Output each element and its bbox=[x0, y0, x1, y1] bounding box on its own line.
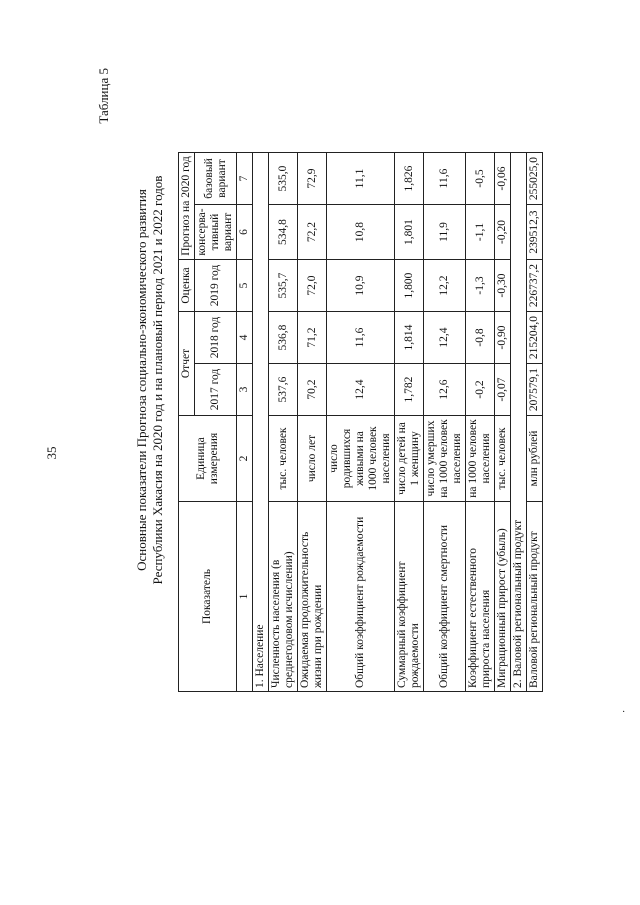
value-cell: 70,2 bbox=[298, 364, 327, 416]
value-cell: 226737,2 bbox=[527, 260, 543, 312]
value-cell: 1,826 bbox=[395, 153, 424, 205]
column-index: 5 bbox=[237, 260, 253, 312]
unit-cell: число детей на 1 женщину bbox=[395, 416, 424, 502]
table-row bbox=[327, 153, 395, 692]
value-cell: 207579,1 bbox=[527, 364, 543, 416]
table-row bbox=[395, 153, 424, 692]
value-cell: 11,6 bbox=[327, 312, 395, 364]
value-cell: 72,2 bbox=[298, 205, 327, 260]
value-cell: 10,8 bbox=[327, 205, 395, 260]
value-cell: 535,7 bbox=[269, 260, 298, 312]
value-cell: -0,5 bbox=[466, 153, 495, 205]
value-cell: 1,814 bbox=[395, 312, 424, 364]
unit-cell: число лет bbox=[298, 416, 327, 502]
header-conservative: консерва-тивный вариант bbox=[195, 205, 237, 260]
unit-cell: тыс. человек bbox=[495, 416, 511, 502]
table-row bbox=[527, 153, 543, 692]
indicator-cell: Миграционный прирост (убыль) bbox=[495, 502, 511, 692]
value-cell: 12,6 bbox=[424, 364, 466, 416]
column-index: 6 bbox=[237, 205, 253, 260]
value-cell: -0,8 bbox=[466, 312, 495, 364]
unit-cell: число умерших на 1000 человек населения bbox=[424, 416, 466, 502]
value-cell: -0,06 bbox=[495, 153, 511, 205]
section-title: 2. Валовой региональный продукт bbox=[511, 153, 527, 692]
value-cell: 12,4 bbox=[424, 312, 466, 364]
value-cell: 1,801 bbox=[395, 205, 424, 260]
value-cell: 72,0 bbox=[298, 260, 327, 312]
unit-cell: число родившихся живыми на 1000 человек населения bbox=[327, 416, 395, 502]
header-unit: Единица измерения bbox=[179, 416, 237, 502]
table-body bbox=[253, 153, 543, 692]
value-cell: 537,6 bbox=[269, 364, 298, 416]
header-report: Отчет bbox=[179, 312, 195, 416]
value-cell: 11,9 bbox=[424, 205, 466, 260]
unit-cell: на 1000 человек населения bbox=[466, 416, 495, 502]
header-2017: 2017 год bbox=[195, 364, 237, 416]
indicator-cell: Валовой региональный продукт bbox=[527, 502, 543, 692]
table-label: Таблица 5 bbox=[96, 68, 111, 124]
caption-line-2: Республики Хакасия на 2020 год и на плановый период 2021 и 2022 годов bbox=[150, 175, 165, 585]
value-cell: 534,8 bbox=[269, 205, 298, 260]
column-index: 2 bbox=[237, 416, 253, 502]
value-cell: -1,1 bbox=[466, 205, 495, 260]
table-row bbox=[298, 153, 327, 692]
header-2019: 2019 год bbox=[195, 260, 237, 312]
indicator-cell: Ожидаемая продолжительность жизни при рождении bbox=[298, 502, 327, 692]
section-title: 1. Население bbox=[253, 153, 269, 692]
value-cell: 1,782 bbox=[395, 364, 424, 416]
section-row bbox=[511, 153, 527, 692]
value-cell: 72,9 bbox=[298, 153, 327, 205]
header-indicator: Показатель bbox=[179, 502, 237, 692]
value-cell: 11,1 bbox=[327, 153, 395, 205]
value-cell: 239512,3 bbox=[527, 205, 543, 260]
table-row bbox=[495, 153, 511, 692]
section-row bbox=[253, 153, 269, 692]
indicator-cell: Общий коэффициент рождаемости bbox=[327, 502, 395, 692]
value-cell: 535,0 bbox=[269, 153, 298, 205]
value-cell: -0,30 bbox=[495, 260, 511, 312]
value-cell: -0,20 bbox=[495, 205, 511, 260]
indicators-table bbox=[178, 152, 543, 692]
table-row bbox=[424, 153, 466, 692]
header-base: базовый вариант bbox=[195, 153, 237, 205]
unit-cell: тыс. человек bbox=[269, 416, 298, 502]
value-cell: 536,8 bbox=[269, 312, 298, 364]
column-index: 4 bbox=[237, 312, 253, 364]
value-cell: 255025,0 bbox=[527, 153, 543, 205]
value-cell: -0,2 bbox=[466, 364, 495, 416]
caption-line-1: Основные показатели Прогноза социально-экономического развития bbox=[134, 189, 149, 571]
value-cell: 10,9 bbox=[327, 260, 395, 312]
indicator-cell: Суммарный коэффициент рождаемости bbox=[395, 502, 424, 692]
unit-cell: млн рублей bbox=[527, 416, 543, 502]
rotated-page-content bbox=[90, 60, 610, 700]
value-cell: -0,07 bbox=[495, 364, 511, 416]
value-cell: 1,800 bbox=[395, 260, 424, 312]
value-cell: 215204,0 bbox=[527, 312, 543, 364]
table-row bbox=[466, 153, 495, 692]
value-cell: 71,2 bbox=[298, 312, 327, 364]
column-index: 7 bbox=[237, 153, 253, 205]
page-number: 35 bbox=[44, 446, 59, 460]
table-caption bbox=[134, 60, 166, 700]
header-2018: 2018 год bbox=[195, 312, 237, 364]
value-cell: -0,90 bbox=[495, 312, 511, 364]
stray-mark: · bbox=[622, 707, 626, 718]
value-cell: 11,6 bbox=[424, 153, 466, 205]
table-row bbox=[269, 153, 298, 692]
indicator-cell: Общий коэффициент смертности bbox=[424, 502, 466, 692]
header-estimate: Оценка bbox=[179, 260, 195, 312]
column-index: 3 bbox=[237, 364, 253, 416]
indicator-cell: Коэффициент естественного прироста населения bbox=[466, 502, 495, 692]
value-cell: 12,4 bbox=[327, 364, 395, 416]
header-forecast: Прогноз на 2020 год bbox=[179, 153, 195, 260]
indicator-cell: Численность населения (в среднегодовом исчислении) bbox=[269, 502, 298, 692]
value-cell: -1,3 bbox=[466, 260, 495, 312]
column-index: 1 bbox=[237, 502, 253, 692]
value-cell: 12,2 bbox=[424, 260, 466, 312]
column-index-row bbox=[237, 153, 253, 692]
